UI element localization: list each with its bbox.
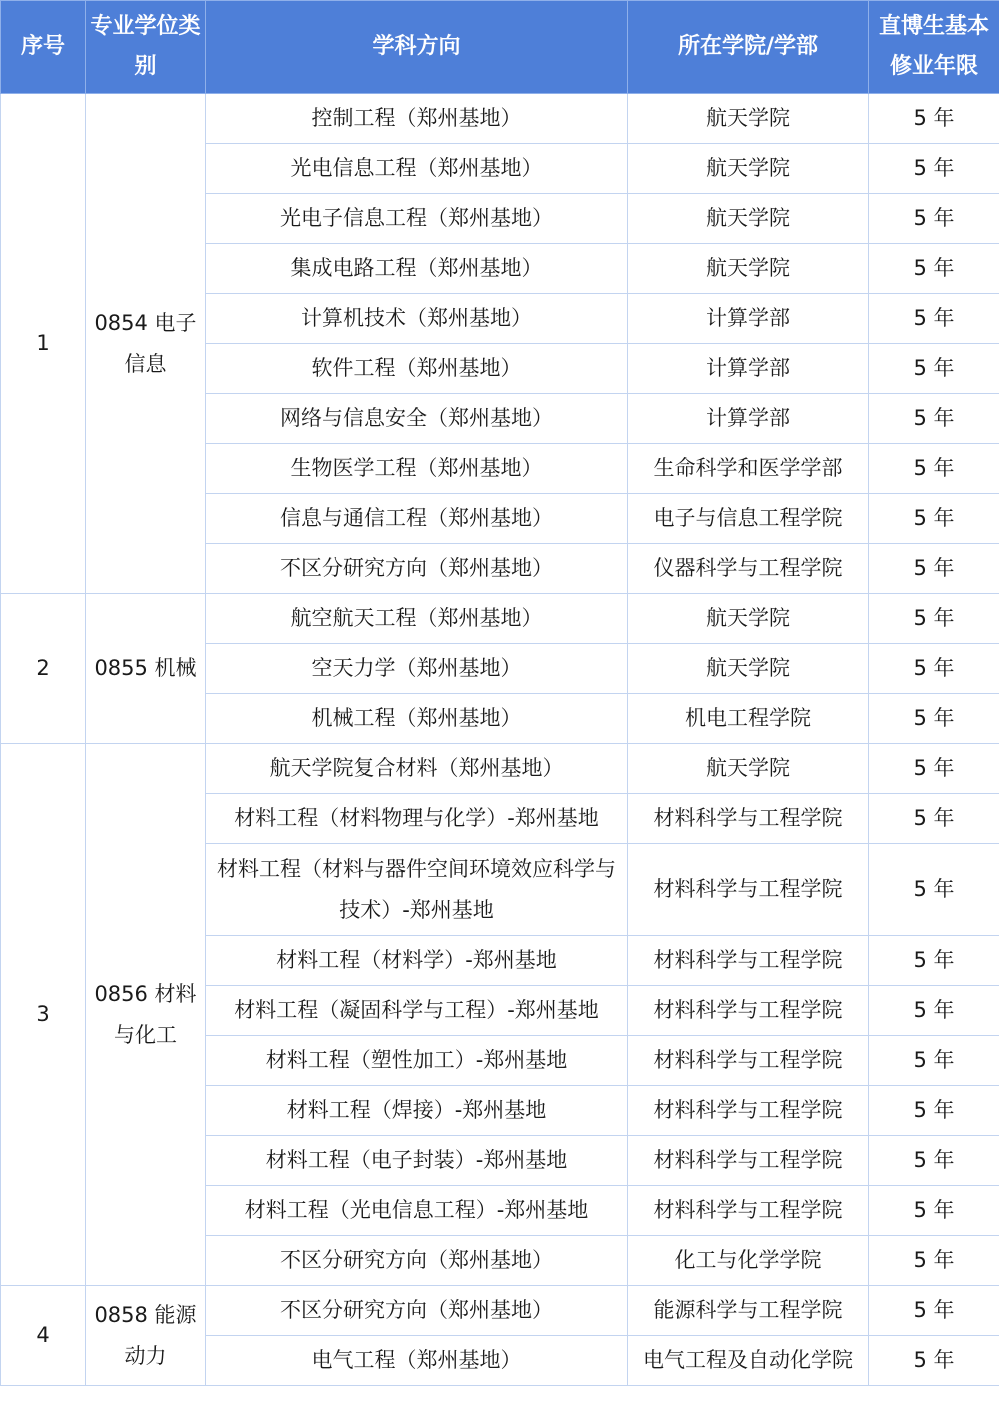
years-cell: 5 年	[869, 694, 999, 744]
header-index: 序号	[1, 1, 86, 94]
header-category: 专业学位类别	[86, 1, 206, 94]
category-cell: 0855 机械	[86, 594, 206, 744]
direction-cell: 材料工程（凝固科学与工程）-郑州基地	[206, 986, 628, 1036]
years-cell: 5 年	[869, 144, 999, 194]
years-cell: 5 年	[869, 1286, 999, 1336]
direction-cell: 软件工程（郑州基地）	[206, 344, 628, 394]
years-cell: 5 年	[869, 394, 999, 444]
direction-cell: 空天力学（郑州基地）	[206, 644, 628, 694]
table-row	[1, 744, 999, 794]
table-row	[1, 1286, 999, 1336]
years-cell: 5 年	[869, 594, 999, 644]
direction-cell: 电气工程（郑州基地）	[206, 1336, 628, 1386]
years-cell: 5 年	[869, 194, 999, 244]
school-cell: 航天学院	[628, 744, 869, 794]
years-cell: 5 年	[869, 644, 999, 694]
row-index-cell: 3	[1, 744, 86, 1286]
direction-cell: 材料工程（电子封装）-郑州基地	[206, 1136, 628, 1186]
category-cell: 0854 电子信息	[86, 94, 206, 594]
direction-cell: 光电子信息工程（郑州基地）	[206, 194, 628, 244]
table-body	[1, 94, 999, 1386]
years-cell: 5 年	[869, 794, 999, 844]
direction-cell: 信息与通信工程（郑州基地）	[206, 494, 628, 544]
direction-cell: 机械工程（郑州基地）	[206, 694, 628, 744]
school-cell: 航天学院	[628, 244, 869, 294]
school-cell: 材料科学与工程学院	[628, 844, 869, 936]
table-row	[1, 594, 999, 644]
school-cell: 化工与化学学院	[628, 1236, 869, 1286]
years-cell: 5 年	[869, 544, 999, 594]
school-cell: 仪器科学与工程学院	[628, 544, 869, 594]
years-cell: 5 年	[869, 244, 999, 294]
school-cell: 航天学院	[628, 94, 869, 144]
years-cell: 5 年	[869, 294, 999, 344]
school-cell: 计算学部	[628, 344, 869, 394]
years-cell: 5 年	[869, 94, 999, 144]
years-cell: 5 年	[869, 1136, 999, 1186]
direction-cell: 材料工程（焊接）-郑州基地	[206, 1086, 628, 1136]
table-row	[1, 94, 999, 144]
header-direction: 学科方向	[206, 1, 628, 94]
category-cell: 0856 材料与化工	[86, 744, 206, 1286]
school-cell: 计算学部	[628, 394, 869, 444]
category-cell: 0858 能源动力	[86, 1286, 206, 1386]
header-years: 直博生基本修业年限	[869, 1, 999, 94]
direction-cell: 不区分研究方向（郑州基地）	[206, 1236, 628, 1286]
school-cell: 航天学院	[628, 194, 869, 244]
school-cell: 能源科学与工程学院	[628, 1286, 869, 1336]
direction-cell: 材料工程（材料物理与化学）-郑州基地	[206, 794, 628, 844]
direction-cell: 网络与信息安全（郑州基地）	[206, 394, 628, 444]
years-cell: 5 年	[869, 494, 999, 544]
years-cell: 5 年	[869, 1036, 999, 1086]
school-cell: 材料科学与工程学院	[628, 936, 869, 986]
direction-cell: 材料工程（材料学）-郑州基地	[206, 936, 628, 986]
years-cell: 5 年	[869, 344, 999, 394]
row-index-cell: 2	[1, 594, 86, 744]
years-cell: 5 年	[869, 844, 999, 936]
years-cell: 5 年	[869, 444, 999, 494]
direction-cell: 材料工程（材料与器件空间环境效应科学与技术）-郑州基地	[206, 844, 628, 936]
direction-cell: 计算机技术（郑州基地）	[206, 294, 628, 344]
direction-cell: 航空航天工程（郑州基地）	[206, 594, 628, 644]
row-index-cell: 1	[1, 94, 86, 594]
school-cell: 航天学院	[628, 644, 869, 694]
direction-cell: 不区分研究方向（郑州基地）	[206, 1286, 628, 1336]
school-cell: 材料科学与工程学院	[628, 1086, 869, 1136]
years-cell: 5 年	[869, 1236, 999, 1286]
header-row	[1, 1, 999, 94]
school-cell: 电气工程及自动化学院	[628, 1336, 869, 1386]
direction-cell: 材料工程（光电信息工程）-郑州基地	[206, 1186, 628, 1236]
direction-cell: 控制工程（郑州基地）	[206, 94, 628, 144]
years-cell: 5 年	[869, 936, 999, 986]
direction-cell: 材料工程（塑性加工）-郑州基地	[206, 1036, 628, 1086]
direction-cell: 集成电路工程（郑州基地）	[206, 244, 628, 294]
direction-cell: 不区分研究方向（郑州基地）	[206, 544, 628, 594]
school-cell: 材料科学与工程学院	[628, 1136, 869, 1186]
school-cell: 材料科学与工程学院	[628, 1036, 869, 1086]
school-cell: 计算学部	[628, 294, 869, 344]
direction-cell: 光电信息工程（郑州基地）	[206, 144, 628, 194]
school-cell: 航天学院	[628, 144, 869, 194]
years-cell: 5 年	[869, 1186, 999, 1236]
school-cell: 材料科学与工程学院	[628, 1186, 869, 1236]
years-cell: 5 年	[869, 744, 999, 794]
school-cell: 材料科学与工程学院	[628, 986, 869, 1036]
school-cell: 材料科学与工程学院	[628, 794, 869, 844]
years-cell: 5 年	[869, 1336, 999, 1386]
header-school: 所在学院/学部	[628, 1, 869, 94]
years-cell: 5 年	[869, 986, 999, 1036]
school-cell: 航天学院	[628, 594, 869, 644]
school-cell: 生命科学和医学学部	[628, 444, 869, 494]
direction-cell: 航天学院复合材料（郑州基地）	[206, 744, 628, 794]
school-cell: 机电工程学院	[628, 694, 869, 744]
row-index-cell: 4	[1, 1286, 86, 1386]
school-cell: 电子与信息工程学院	[628, 494, 869, 544]
years-cell: 5 年	[869, 1086, 999, 1136]
direction-cell: 生物医学工程（郑州基地）	[206, 444, 628, 494]
